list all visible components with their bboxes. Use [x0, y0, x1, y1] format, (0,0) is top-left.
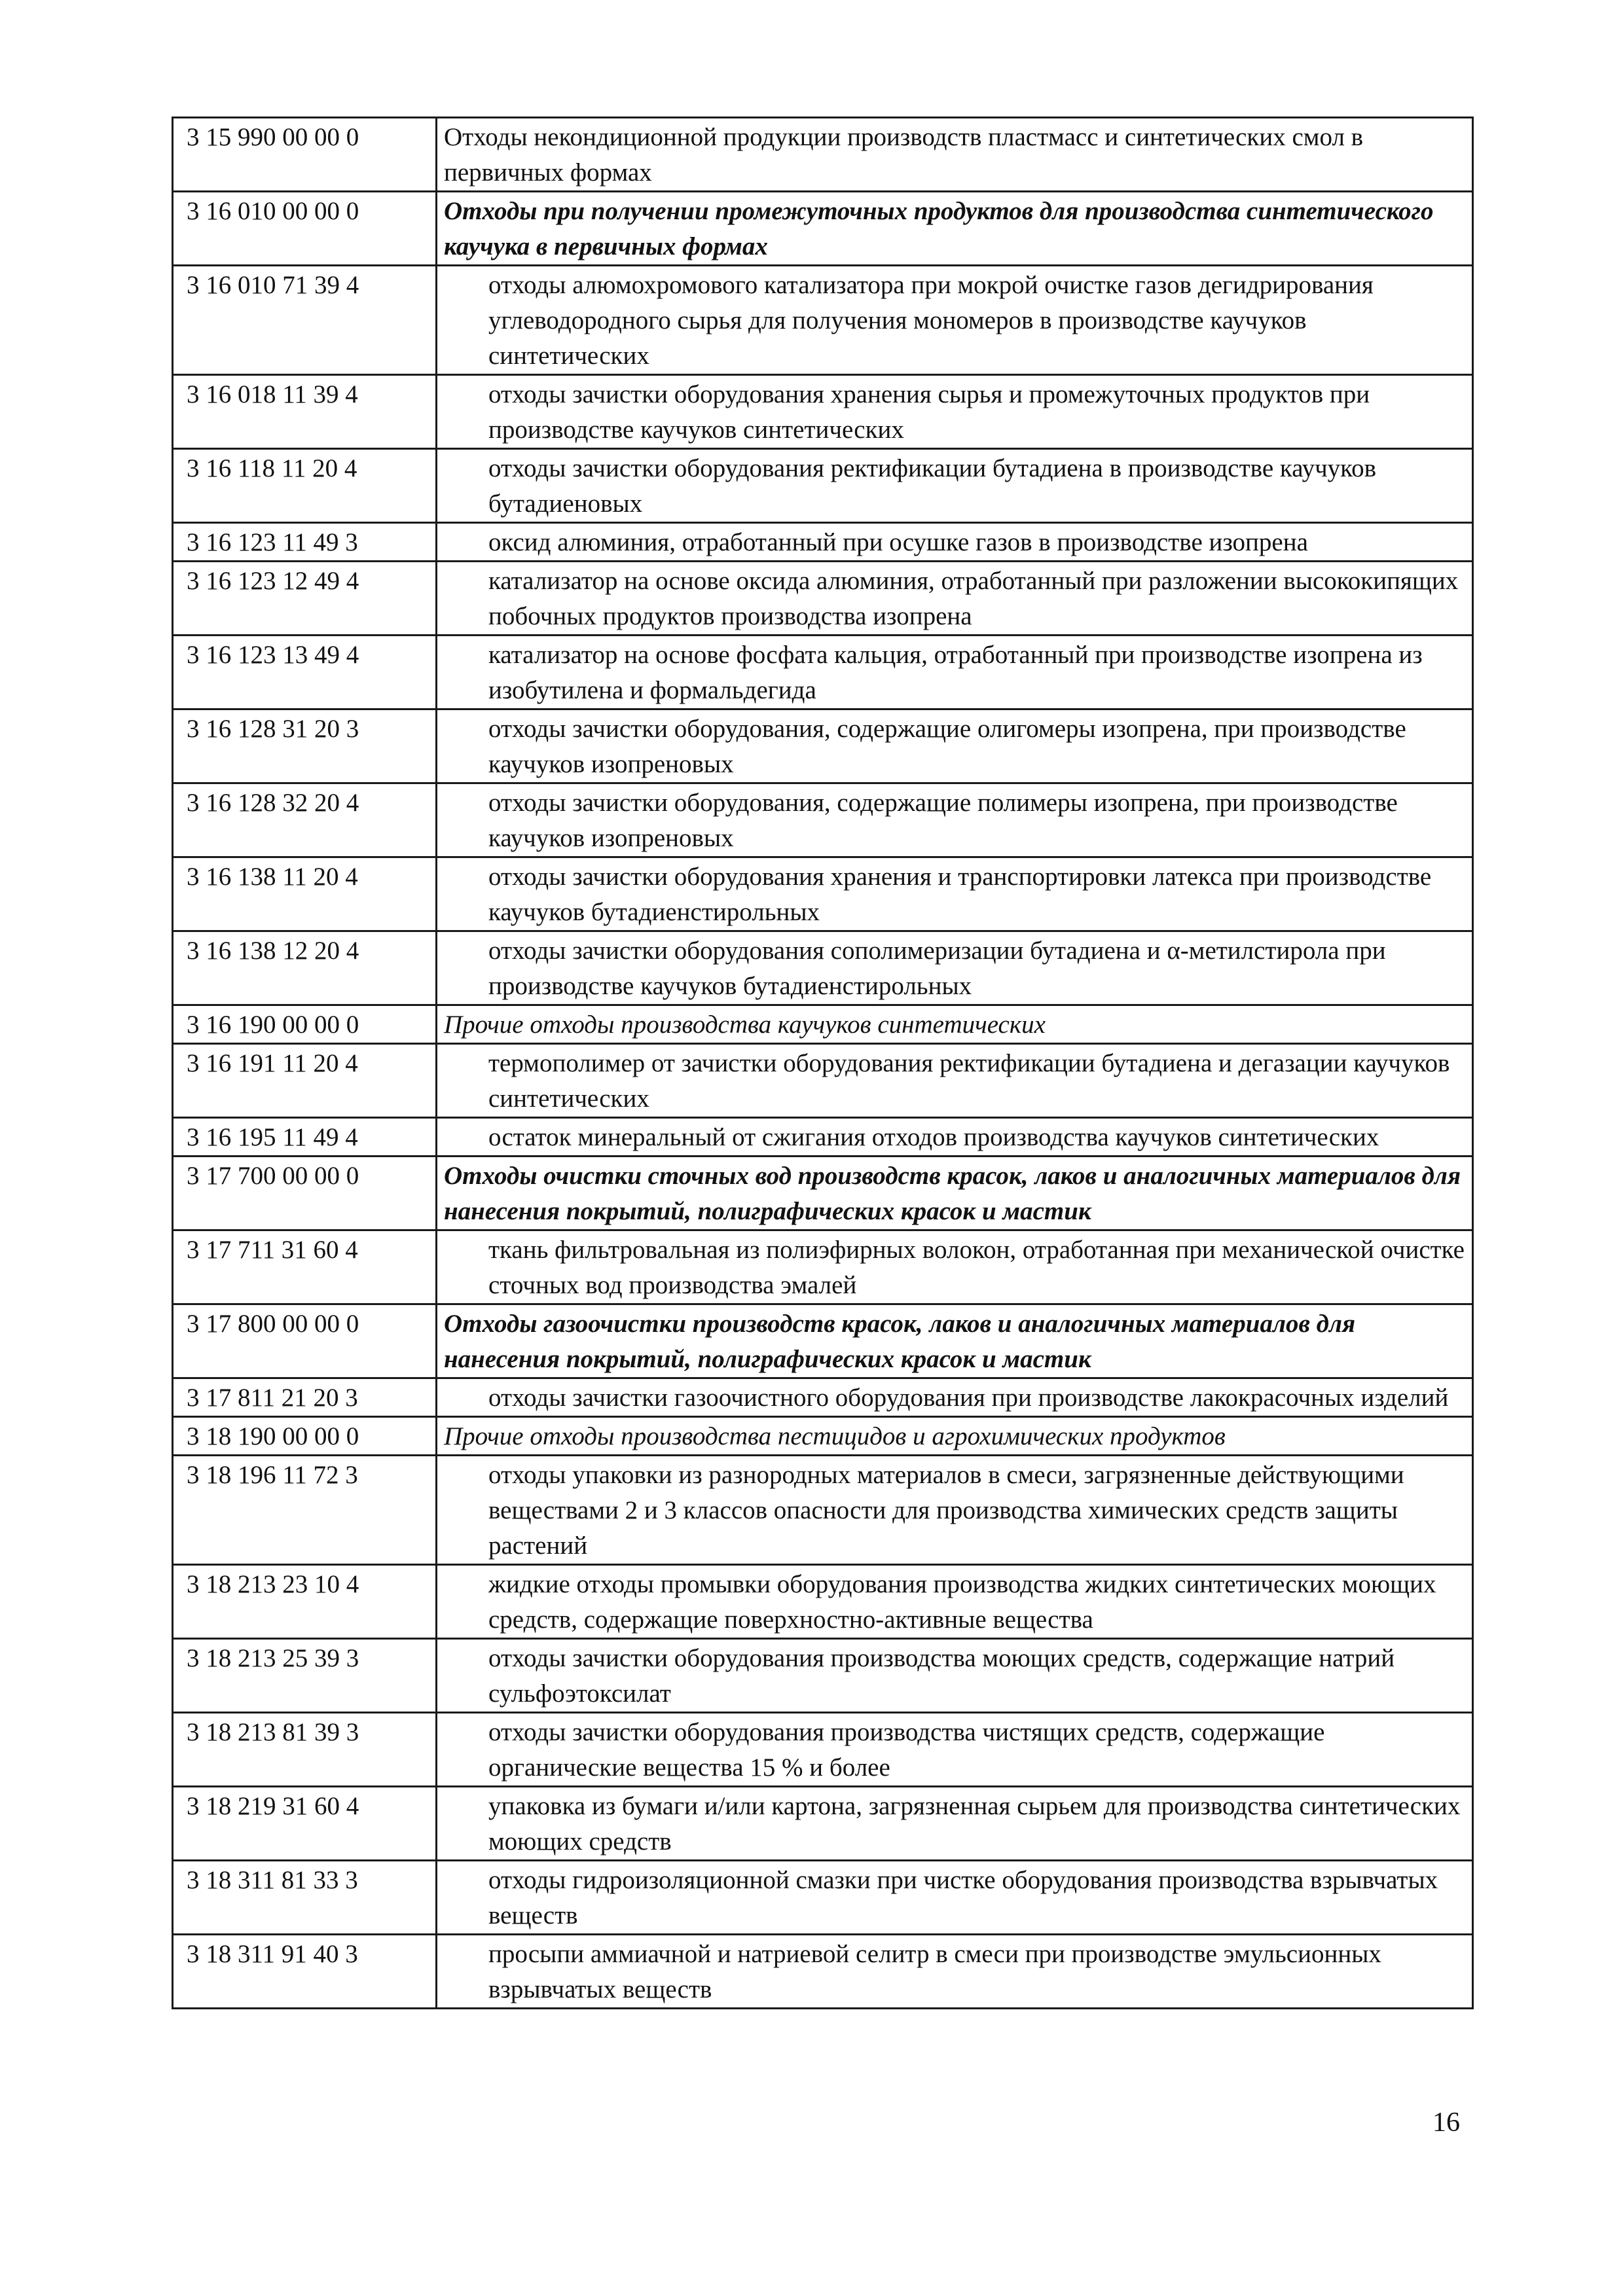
table-row [173, 118, 1473, 192]
waste-description-cell: отходы алюмохромового катализатора при мокрой очистке газов дегидрирования углеводородного сырья для получения мономеров в производстве каучуков синтетических [437, 266, 1473, 375]
waste-code-cell: 3 17 700 00 00 0 [173, 1157, 437, 1230]
table-row [173, 1230, 1473, 1304]
table-row [173, 1639, 1473, 1713]
waste-classification-table [172, 117, 1474, 2009]
waste-code-cell: 3 16 118 11 20 4 [173, 449, 437, 523]
table-row [173, 1304, 1473, 1378]
table-row [173, 523, 1473, 562]
waste-description-cell: остаток минеральный от сжигания отходов производства каучуков синтетических [437, 1118, 1473, 1157]
waste-description-cell: отходы зачистки оборудования производства чистящих средств, содержащие органические вещества 15 % и более [437, 1713, 1473, 1787]
waste-code-cell: 3 15 990 00 00 0 [173, 118, 437, 192]
waste-description-cell: отходы зачистки оборудования, содержащие полимеры изопрена, при производстве каучуков изопреновых [437, 783, 1473, 857]
waste-code-cell: 3 16 123 12 49 4 [173, 562, 437, 636]
waste-description-cell: Отходы некондиционной продукции производств пластмасс и синтетических смол в первичных формах [437, 118, 1473, 192]
waste-code-cell: 3 18 213 81 39 3 [173, 1713, 437, 1787]
waste-description-cell: просыпи аммиачной и натриевой селитр в смеси при производстве эмульсионных взрывчатых веществ [437, 1935, 1473, 2009]
table-row [173, 1005, 1473, 1044]
table-row [173, 1378, 1473, 1417]
waste-code-cell: 3 16 018 11 39 4 [173, 375, 437, 449]
waste-code-cell: 3 18 213 23 10 4 [173, 1565, 437, 1639]
waste-code-cell: 3 18 219 31 60 4 [173, 1787, 437, 1861]
waste-code-cell: 3 17 811 21 20 3 [173, 1378, 437, 1417]
waste-code-cell: 3 18 311 81 33 3 [173, 1861, 437, 1935]
waste-description-cell: Прочие отходы производства каучуков синтетических [437, 1005, 1473, 1044]
waste-code-cell: 3 16 123 13 49 4 [173, 636, 437, 709]
waste-description-cell: жидкие отходы промывки оборудования производства жидких синтетических моющих средств, содержащие поверхностно-активные вещества [437, 1565, 1473, 1639]
table-body [173, 118, 1473, 2009]
table-row [173, 1417, 1473, 1456]
waste-description-cell: катализатор на основе фосфата кальция, отработанный при производстве изопрена из изобутилена и формальдегида [437, 636, 1473, 709]
waste-code-cell: 3 18 311 91 40 3 [173, 1935, 437, 2009]
table-row [173, 1935, 1473, 2009]
waste-code-cell: 3 16 138 11 20 4 [173, 857, 437, 931]
waste-description-cell: отходы зачистки газоочистного оборудования при производстве лакокрасочных изделий [437, 1378, 1473, 1417]
waste-code-cell: 3 16 195 11 49 4 [173, 1118, 437, 1157]
table-row [173, 192, 1473, 266]
waste-description-cell: отходы зачистки оборудования хранения сырья и промежуточных продуктов при производстве каучуков синтетических [437, 375, 1473, 449]
table-row [173, 1861, 1473, 1935]
table-row [173, 449, 1473, 523]
table-row [173, 1713, 1473, 1787]
table-row [173, 375, 1473, 449]
table-row [173, 857, 1473, 931]
table-row [173, 1787, 1473, 1861]
table-row [173, 1044, 1473, 1118]
waste-description-cell: оксид алюминия, отработанный при осушке газов в производстве изопрена [437, 523, 1473, 562]
waste-description-cell: отходы зачистки оборудования производства моющих средств, содержащие натрий сульфоэтоксилат [437, 1639, 1473, 1713]
waste-description-cell: катализатор на основе оксида алюминия, отработанный при разложении высококипящих побочных продуктов производства изопрена [437, 562, 1473, 636]
waste-code-cell: 3 16 138 12 20 4 [173, 931, 437, 1005]
waste-description-cell: Отходы при получении промежуточных продуктов для производства синтетического каучука в первичных формах [437, 192, 1473, 266]
waste-code-cell: 3 17 711 31 60 4 [173, 1230, 437, 1304]
waste-description-cell: отходы упаковки из разнородных материалов в смеси, загрязненные действующими веществами 2 и 3 классов опасности для производства химических средств защиты растений [437, 1456, 1473, 1565]
table-row [173, 1456, 1473, 1565]
table-row [173, 562, 1473, 636]
waste-description-cell: отходы зачистки оборудования, содержащие олигомеры изопрена, при производстве каучуков изопреновых [437, 709, 1473, 783]
waste-description-cell: упаковка из бумаги и/или картона, загрязненная сырьем для производства синтетических моющих средств [437, 1787, 1473, 1861]
waste-code-cell: 3 16 190 00 00 0 [173, 1005, 437, 1044]
waste-description-cell: ткань фильтровальная из полиэфирных волокон, отработанная при механической очистке сточных вод производства эмалей [437, 1230, 1473, 1304]
waste-description-cell: Прочие отходы производства пестицидов и агрохимических продуктов [437, 1417, 1473, 1456]
table-row [173, 636, 1473, 709]
waste-code-cell: 3 16 128 32 20 4 [173, 783, 437, 857]
table-row [173, 1157, 1473, 1230]
table-row [173, 931, 1473, 1005]
waste-description-cell: Отходы очистки сточных вод производств красок, лаков и аналогичных материалов для нанесения покрытий, полиграфических красок и мастик [437, 1157, 1473, 1230]
waste-description-cell: отходы зачистки оборудования хранения и транспортировки латекса при производстве каучуков бутадиенстирольных [437, 857, 1473, 931]
table-row [173, 783, 1473, 857]
waste-description-cell: отходы зачистки оборудования ректификации бутадиена в производстве каучуков бутадиеновых [437, 449, 1473, 523]
table-row [173, 266, 1473, 375]
waste-code-cell: 3 16 123 11 49 3 [173, 523, 437, 562]
waste-code-cell: 3 18 190 00 00 0 [173, 1417, 437, 1456]
waste-code-cell: 3 18 196 11 72 3 [173, 1456, 437, 1565]
waste-code-cell: 3 17 800 00 00 0 [173, 1304, 437, 1378]
waste-code-cell: 3 16 010 71 39 4 [173, 266, 437, 375]
waste-description-cell: отходы зачистки оборудования сополимеризации бутадиена и α-метилстирола при производстве каучуков бутадиенстирольных [437, 931, 1473, 1005]
waste-code-cell: 3 16 128 31 20 3 [173, 709, 437, 783]
waste-description-cell: отходы гидроизоляционной смазки при чистке оборудования производства взрывчатых веществ [437, 1861, 1473, 1935]
table-row [173, 1118, 1473, 1157]
waste-description-cell: термополимер от зачистки оборудования ректификации бутадиена и дегазации каучуков синтетических [437, 1044, 1473, 1118]
waste-code-cell: 3 16 191 11 20 4 [173, 1044, 437, 1118]
waste-code-cell: 3 16 010 00 00 0 [173, 192, 437, 266]
table-row [173, 1565, 1473, 1639]
page-number: 16 [1432, 2108, 1460, 2138]
waste-description-cell: Отходы газоочистки производств красок, лаков и аналогичных материалов для нанесения покрытий, полиграфических красок и мастик [437, 1304, 1473, 1378]
table-row [173, 709, 1473, 783]
waste-code-cell: 3 18 213 25 39 3 [173, 1639, 437, 1713]
